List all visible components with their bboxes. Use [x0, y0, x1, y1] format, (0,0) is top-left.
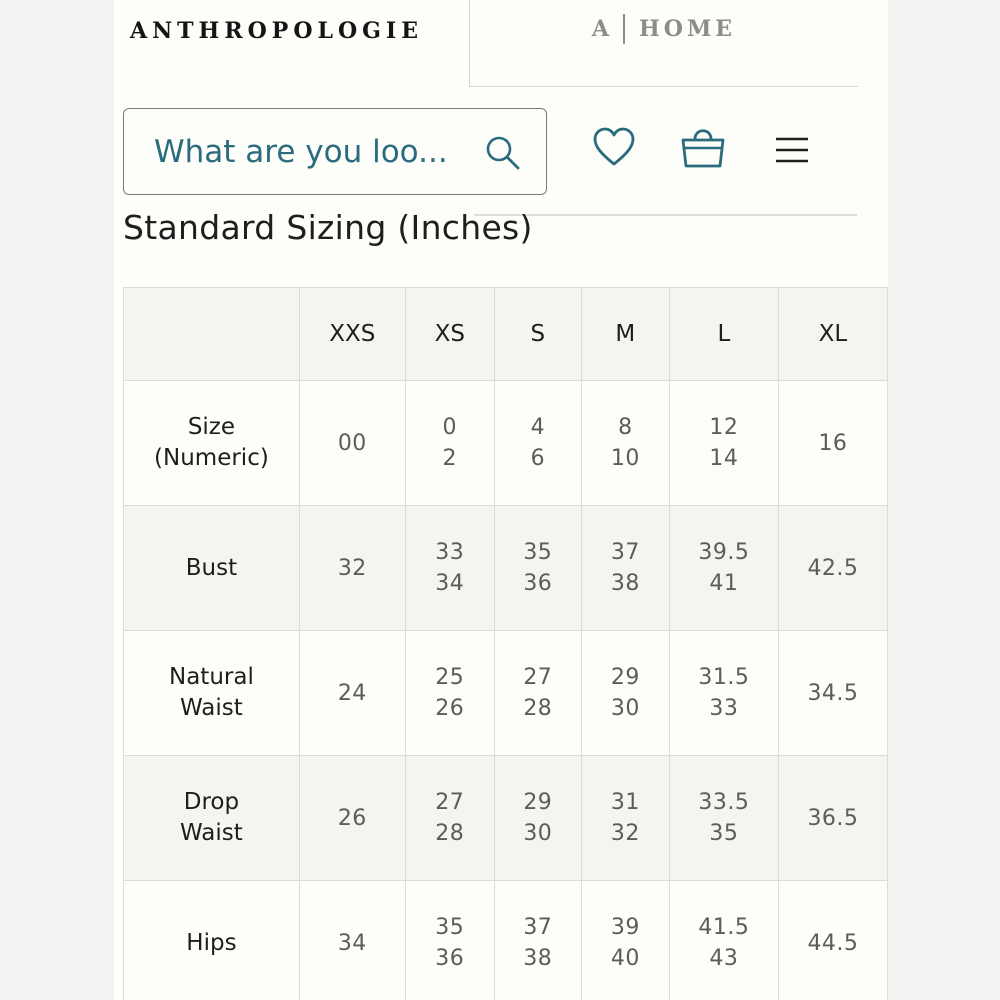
cell-value: 24	[337, 680, 367, 706]
table-cell	[778, 881, 887, 1000]
cell-value: 2	[442, 446, 458, 471]
column-header-l: L	[669, 288, 778, 381]
table-cell	[581, 506, 669, 631]
table-cell	[405, 506, 494, 631]
table-row-drop-waist	[124, 756, 888, 881]
column-header-blank	[124, 288, 300, 381]
table-cell	[494, 756, 581, 881]
table-cell	[581, 381, 669, 506]
cell-value: 28	[435, 821, 465, 846]
column-header-m: M	[581, 288, 669, 381]
row-label-line: Hips	[186, 929, 237, 956]
row-label-line: Bust	[185, 554, 238, 581]
brand-logo[interactable]: ANTHROPOLOGIE	[130, 18, 423, 44]
cell-value: 36	[523, 571, 553, 596]
cell-value: 44.5	[807, 930, 859, 956]
cell-value: 41	[709, 571, 739, 596]
table-row-natural-waist	[124, 631, 888, 756]
cell-value: 34	[337, 930, 367, 956]
row-label-line: (Numeric)	[154, 445, 269, 471]
table-cell	[405, 381, 494, 506]
cell-value: 32	[337, 555, 367, 581]
row-label	[124, 381, 300, 506]
column-header-xxs: XXS	[299, 288, 405, 381]
cell-value: 33	[709, 696, 739, 721]
table-cell	[405, 881, 494, 1000]
table-cell	[669, 381, 778, 506]
cell-value: 33	[435, 540, 465, 565]
cell-value: 33.5	[698, 790, 750, 815]
table-cell	[669, 756, 778, 881]
row-label	[124, 631, 300, 756]
home-logo-label: HOME	[639, 16, 737, 42]
cell-value: 42.5	[807, 555, 859, 581]
table-cell	[299, 631, 405, 756]
menu-icon[interactable]	[774, 136, 810, 166]
cell-value: 28	[523, 696, 553, 721]
table-row-hips	[124, 881, 888, 1000]
cell-value: 43	[709, 946, 739, 971]
table-cell	[669, 881, 778, 1000]
cell-value: 39	[610, 915, 640, 940]
home-logo[interactable]	[592, 14, 736, 44]
column-header-xs: XS	[405, 288, 494, 381]
column-header-s: S	[494, 288, 581, 381]
table-cell	[405, 631, 494, 756]
table-cell	[778, 756, 887, 881]
cell-value: 25	[435, 665, 465, 690]
cell-value: 32	[610, 821, 640, 846]
cell-value: 35	[435, 915, 465, 940]
table-cell	[494, 381, 581, 506]
table-cell	[494, 881, 581, 1000]
row-label	[124, 881, 300, 1000]
column-header-xl: XL	[778, 288, 887, 381]
cell-value: 10	[610, 446, 640, 471]
cell-value: 38	[523, 946, 553, 971]
row-label	[124, 506, 300, 631]
cell-value: 36	[435, 946, 465, 971]
row-label-line: Natural	[169, 664, 254, 690]
cell-value: 34.5	[807, 680, 859, 706]
cell-value: 40	[610, 946, 640, 971]
brand-tab-anthropologie[interactable]	[114, 0, 469, 88]
size-chart-table	[123, 287, 888, 1000]
table-cell	[669, 631, 778, 756]
row-label-line: Waist	[180, 695, 243, 721]
cell-value: 37	[523, 915, 553, 940]
cell-value: 29	[610, 665, 640, 690]
row-label-line: Size	[187, 414, 236, 440]
cell-value: 30	[523, 821, 553, 846]
home-logo-letter: A	[591, 16, 613, 42]
table-row-bust	[124, 506, 888, 631]
search-placeholder[interactable]: What are you loo...	[154, 134, 448, 170]
cell-value: 31.5	[698, 665, 750, 690]
table-cell	[405, 756, 494, 881]
table-cell	[669, 506, 778, 631]
table-cell	[778, 506, 887, 631]
table-cell	[299, 756, 405, 881]
table-cell	[778, 381, 887, 506]
table-cell	[494, 506, 581, 631]
cell-value: 36.5	[807, 805, 859, 831]
cell-value: 12	[709, 415, 739, 440]
cell-value: 29	[523, 790, 553, 815]
table-cell	[299, 881, 405, 1000]
cell-value: 34	[435, 571, 465, 596]
cell-value: 8	[618, 415, 633, 440]
search-input[interactable]	[123, 108, 547, 195]
row-label	[124, 756, 300, 881]
cell-value: 4	[530, 415, 546, 440]
cell-value: 37	[610, 540, 640, 565]
row-label-line: Waist	[180, 820, 243, 846]
table-cell	[778, 631, 887, 756]
table-cell	[581, 881, 669, 1000]
cell-value: 27	[435, 790, 465, 815]
cell-value: 0	[442, 415, 458, 440]
cell-value: 26	[337, 805, 367, 831]
cell-value: 35	[523, 540, 553, 565]
brand-tab-home[interactable]	[469, 0, 858, 87]
table-cell	[581, 756, 669, 881]
cell-value: 35	[709, 821, 739, 846]
table-header-row	[124, 288, 888, 381]
table-cell	[581, 631, 669, 756]
table-cell	[494, 631, 581, 756]
cell-value: 39.5	[698, 540, 750, 565]
cell-value: 16	[818, 430, 848, 456]
table-cell	[299, 506, 405, 631]
cell-value: 30	[610, 696, 640, 721]
table-cell	[299, 381, 405, 506]
cell-value: 38	[610, 571, 640, 596]
cell-value: 6	[530, 446, 546, 471]
row-label-line: Drop	[183, 789, 240, 815]
cell-value: 31	[610, 790, 640, 815]
cell-value: 41.5	[698, 915, 750, 940]
page	[114, 0, 888, 1000]
heart-icon[interactable]	[592, 126, 636, 170]
cell-value: 27	[523, 665, 553, 690]
search-icon[interactable]	[484, 134, 522, 172]
shopping-bag-icon[interactable]	[680, 126, 726, 170]
cell-value: 14	[709, 446, 739, 471]
cell-value: 00	[337, 430, 367, 456]
home-logo-separator	[623, 14, 625, 44]
cell-value: 26	[435, 696, 465, 721]
table-row-size-numeric	[124, 381, 888, 506]
section-title: Standard Sizing (Inches)	[123, 208, 533, 247]
